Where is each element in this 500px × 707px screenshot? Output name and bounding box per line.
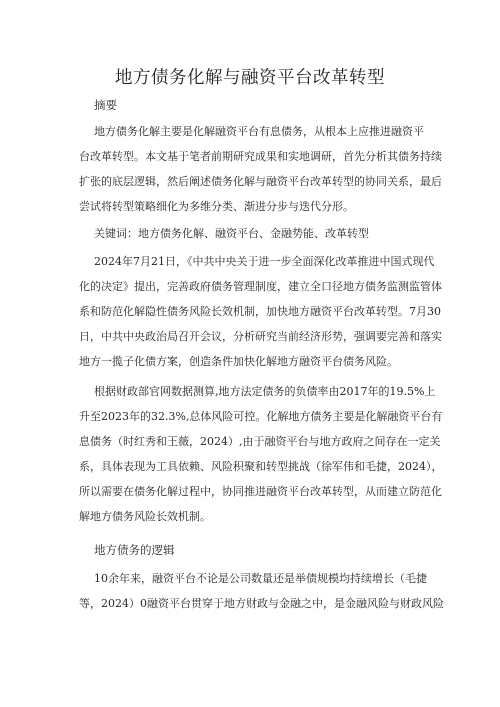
paragraph-line: 10余年来，融资平台不论是公司数量还是举债规模均持续增长（毛捷	[94, 572, 427, 585]
keywords-line: 关键词：地方债务化解、融资平台、金融势能、改革转型	[94, 227, 369, 240]
abstract-line: 台改革转型。本文基于笔者前期研究成果和实地调研，首先分析其债务持续	[79, 150, 442, 163]
paragraph-line: 息债务（时红秀和王薇，2024）,由于融资平台与地方政府之间存在一定关	[79, 435, 441, 448]
paragraph-line: 解地方债务风险长效机制。	[79, 510, 211, 523]
document-title: 地方债务化解与融资平台改革转型	[115, 68, 385, 88]
paragraph-line: 升至2023年的32.3%,总体风险可控。化解地方债务主要是化解融资平台有	[79, 410, 443, 423]
abstract-line: 扩张的底层逻辑，然后阐述债务化解与融资平台改革转型的协同关系，最后	[79, 175, 442, 188]
paragraph-line: 根据财政部官网数据测算,地方法定债务的负债率由2017年的19.5%上	[94, 385, 436, 398]
abstract-line: 地方债务化解主要是化解融资平台有息债务，从根本上应推进融资平	[94, 125, 424, 138]
paragraph-line: 系和防范化解隐性债务风险长效机制，加快地方融资平台改革转型。7月30	[79, 305, 441, 318]
paragraph-line: 系，具体表现为工具依赖、风险积聚和转型挑战（徐军伟和毛捷，2024），	[79, 460, 443, 473]
abstract-heading: 摘要	[94, 98, 117, 112]
paragraph-line: 化的决定》提出，完善政府债务管理制度，建立全口径地方债务监测监管体	[79, 280, 442, 293]
paragraph-line: 地方一揽子化债方案，创造条件加快化解地方融资平台债务风险。	[79, 355, 398, 368]
paragraph-line: 日，中共中央政治局召开会议，分析研究当前经济形势，强调要完善和落实	[79, 330, 442, 343]
paragraph-line: 等，2024）0融资平台贯穿于地方财政与金融之中，是金融风险与财政风险	[79, 597, 444, 610]
paragraph-line: 所以需要在债务化解过程中，协同推进融资平台改革转型，从而建立防范化	[79, 485, 442, 498]
abstract-line: 尝试将转型策略细化为多维分类、渐进分步与迭代分形。	[79, 200, 354, 213]
paragraph-line: 2024年7月21日，《中共中央关于进一步全面深化改革推进中国式现代	[94, 255, 435, 268]
section-heading: 地方债务的逻辑	[94, 543, 175, 557]
